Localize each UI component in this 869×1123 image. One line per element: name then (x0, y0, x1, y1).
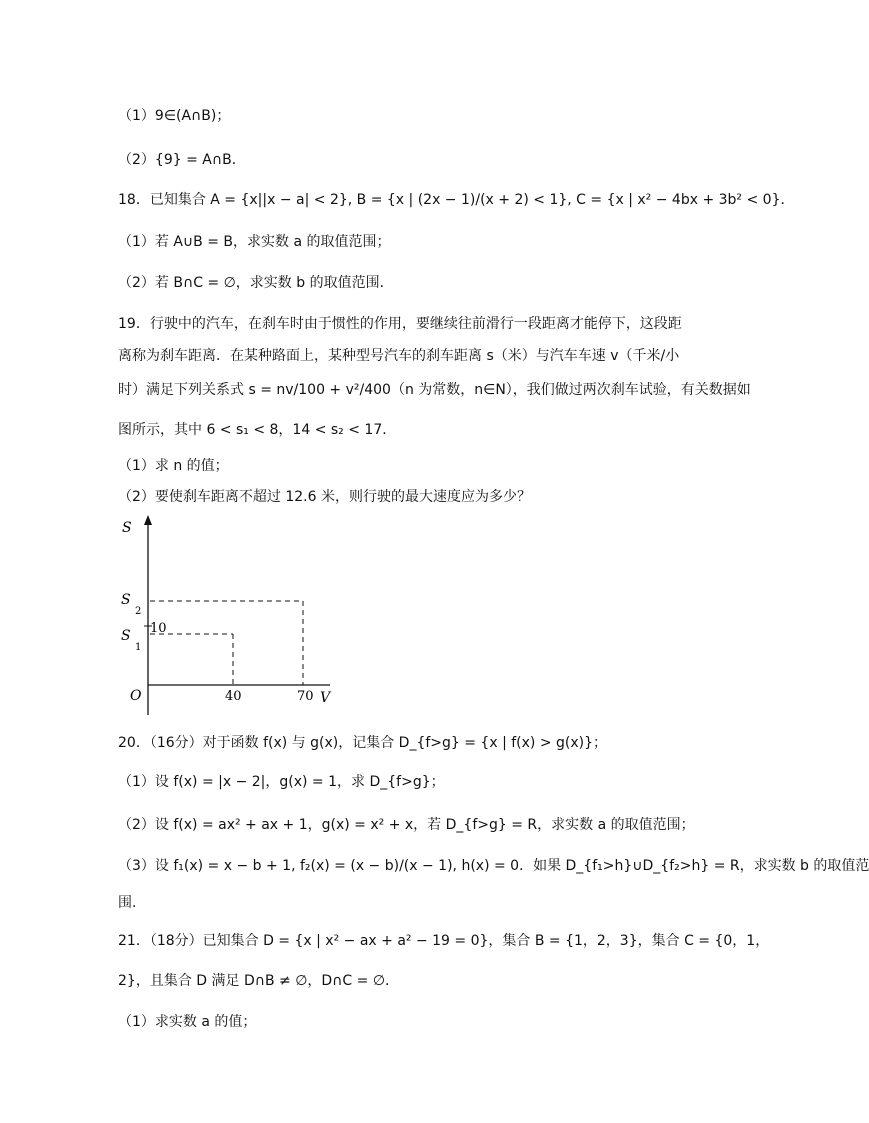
text-line-q20-part2: （2）设 f(x) = ax² + ax + 1，g(x) = x² + x，若 D_{f>g} = R，求实数 a 的取值范围； (118, 817, 695, 833)
text-line-q20-part1: （1）设 f(x) = |x − 2|，g(x) = 1，求 D_{f>g}； (118, 774, 445, 790)
text-line-q17-part2: （2）{9} = A∩B． (118, 152, 246, 168)
text-line-q21-part1: （1）求实数 a 的值； (118, 1014, 257, 1030)
x-tick-70-label: 70 (297, 689, 314, 704)
s1-subscript: 1 (135, 642, 142, 653)
s1-label: S (121, 628, 131, 644)
text-line-q20-part3-cont: 围． (118, 895, 146, 911)
y-axis-label: S (122, 520, 132, 536)
text-line-q19-stem-3: 时）满足下列关系式 s = nv/100 + v²/400（n 为常数，n∈N），我们做过两次刹车试验，有关数据如 (118, 382, 751, 398)
text-line-q18-part2: （2）若 B∩C = ∅，求实数 b 的取值范围． (118, 275, 394, 291)
text-line-q20-part3: （3）设 f₁(x) = x − b + 1, f₂(x) = (x − b)/(x − 1), h(x) = 0．如果 D_{f₁>h}∪D_{f₂>h} = R，求实数 b 的取值范 (118, 858, 869, 874)
y-axis-arrow-icon (144, 515, 152, 525)
text-line-q18-part1: （1）若 A∪B = B，求实数 a 的取值范围； (118, 234, 391, 250)
text-line-q19-stem-1: 19．行驶中的汽车，在刹车时由于惯性的作用，要继续往前滑行一段距离才能停下，这段距 (118, 316, 682, 332)
braking-distance-figure (110, 505, 350, 720)
s2-label: S (121, 592, 131, 608)
origin-label: O (130, 688, 142, 704)
text-line-q17-part1: （1）9∈(A∩B)； (118, 108, 231, 124)
y-tick-10-label: 10 (150, 621, 167, 636)
s2-subscript: 2 (135, 606, 142, 617)
x-tick-40-label: 40 (225, 689, 242, 704)
text-line-q21-stem-2: 2}，且集合 D 满足 D∩B ≠ ∅，D∩C = ∅． (118, 973, 400, 989)
text-line-q19-stem-4: 图所示，其中 6 < s₁ < 8，14 < s₂ < 17． (118, 422, 397, 438)
text-line-q20-stem: 20．（16分）对于函数 f(x) 与 g(x)，记集合 D_{f>g} = {x | f(x) > g(x)}； (118, 735, 608, 751)
x-axis-label: V (320, 690, 331, 706)
text-line-q19-part1: （1）求 n 的值； (118, 458, 229, 474)
text-line-q21-stem-1: 21．（18分）已知集合 D = {x | x² − ax + a² − 19 = 0}，集合 B = {1，2，3}，集合 C = {0，1， (118, 933, 770, 949)
text-line-q19-stem-2: 离称为刹车距离．在某种路面上，某种型号汽车的刹车距离 s（米）与汽车车速 v（千米/小 (118, 348, 680, 364)
text-line-q18-stem: 18．已知集合 A = {x||x − a| < 2}, B = {x | (2x − 1)/(x + 2) < 1}, C = {x | x² − 4bx + 3b² < 0}． (118, 192, 795, 208)
text-line-q19-part2: （2）要使刹车距离不超过 12.6 米，则行驶的最大速度应为多少？ (118, 489, 531, 505)
